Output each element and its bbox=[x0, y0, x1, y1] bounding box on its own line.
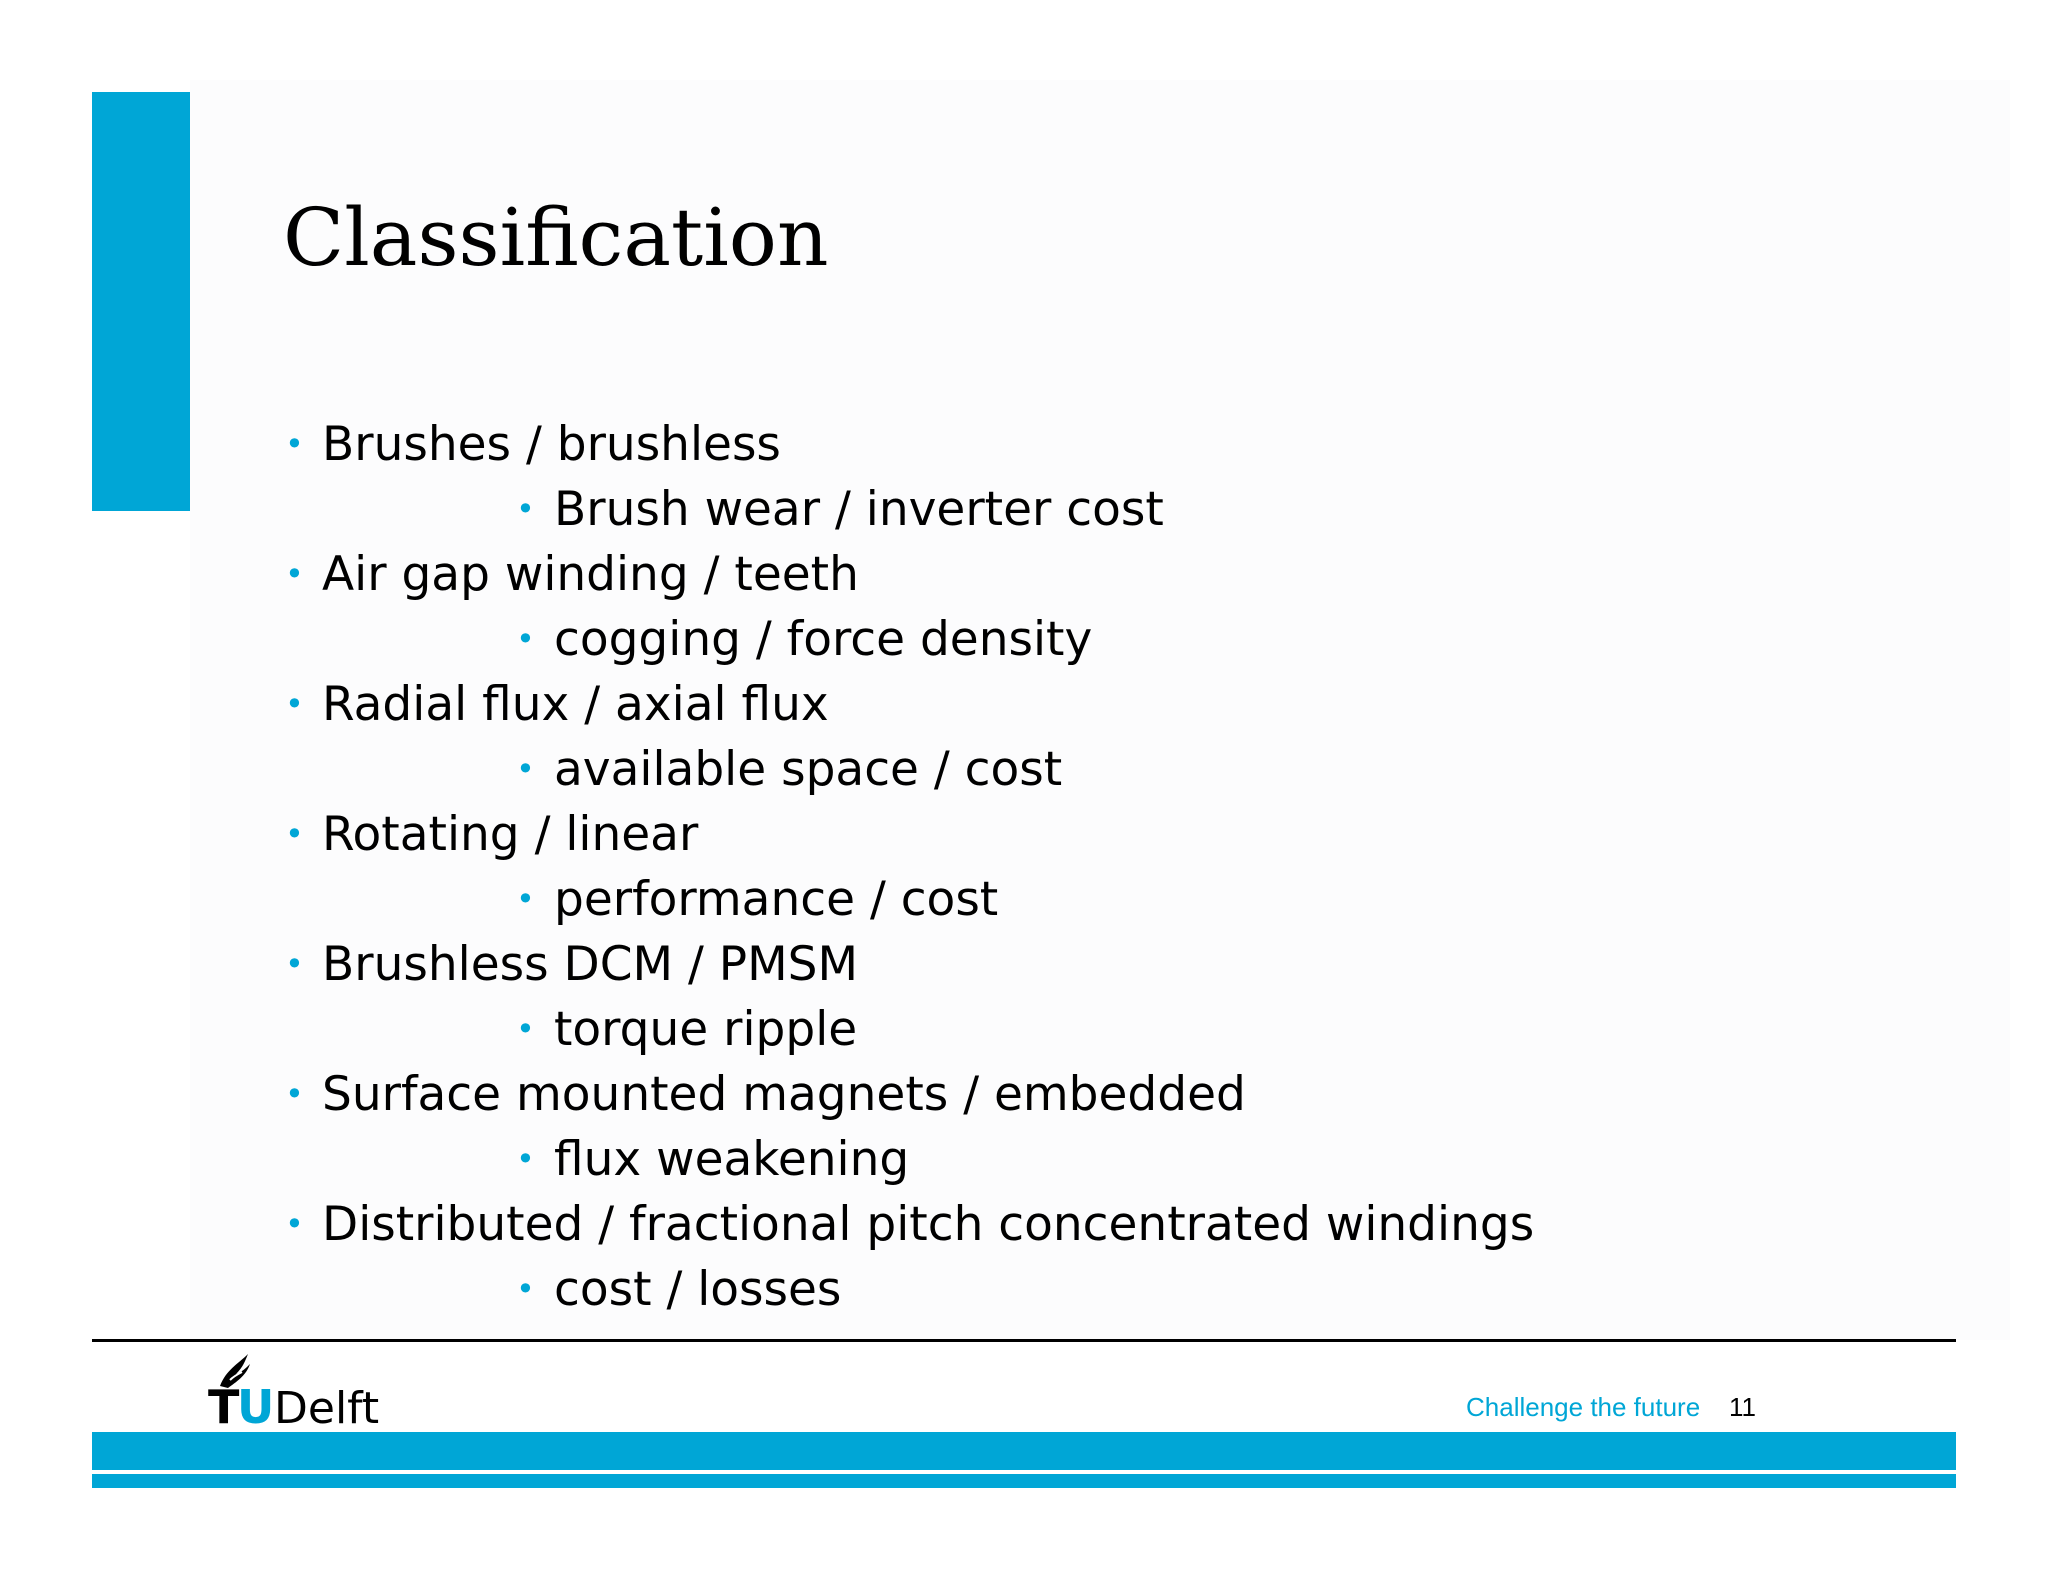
bullet-item bbox=[283, 412, 1534, 477]
bullet-dot-icon: • bbox=[285, 1075, 304, 1113]
bullet-text: Distributed / fractional pitch concentrated windings bbox=[322, 1197, 1535, 1252]
page-number: 11 bbox=[1729, 1392, 1756, 1422]
sub-bullet-item bbox=[283, 1257, 1534, 1322]
bullet-text: Radial flux / axial flux bbox=[322, 677, 829, 732]
bullet-item bbox=[283, 1192, 1534, 1257]
bullet-item bbox=[283, 932, 1534, 997]
footer-divider bbox=[92, 1339, 1956, 1342]
bullet-text: Rotating / linear bbox=[322, 807, 699, 862]
sub-bullet-text: torque ripple bbox=[554, 1002, 858, 1057]
sub-bullet-item bbox=[283, 607, 1534, 672]
bullet-dot-icon: • bbox=[516, 1140, 535, 1178]
bullet-dot-icon: • bbox=[285, 815, 304, 853]
bullet-item bbox=[283, 672, 1534, 737]
bullet-dot-icon: • bbox=[516, 880, 535, 918]
bullet-text: Surface mounted magnets / embedded bbox=[322, 1067, 1246, 1122]
bullet-dot-icon: • bbox=[285, 555, 304, 593]
accent-bar bbox=[92, 92, 190, 511]
sub-bullet-item bbox=[283, 997, 1534, 1062]
bullet-dot-icon: • bbox=[516, 1270, 535, 1308]
footer-tagline: Challenge the future bbox=[1466, 1392, 1701, 1422]
bullet-item bbox=[283, 1062, 1534, 1127]
sub-bullet-item bbox=[283, 867, 1534, 932]
bullet-dot-icon: • bbox=[285, 425, 304, 463]
sub-bullet-text: available space / cost bbox=[554, 742, 1063, 797]
bullet-item bbox=[283, 542, 1534, 607]
sub-bullet-text: flux weakening bbox=[554, 1132, 910, 1187]
logo-letter-u: U bbox=[237, 1380, 275, 1430]
footer-band-thin bbox=[92, 1474, 1956, 1488]
bullet-dot-icon: • bbox=[516, 1010, 535, 1048]
sub-bullet-item bbox=[283, 477, 1534, 542]
sub-bullet-item bbox=[283, 737, 1534, 802]
bullet-dot-icon: • bbox=[516, 750, 535, 788]
bullet-text: Brushless DCM / PMSM bbox=[322, 937, 859, 992]
sub-bullet-text: Brush wear / inverter cost bbox=[554, 482, 1164, 537]
sub-bullet-text: cost / losses bbox=[554, 1262, 842, 1317]
slide-title: Classification bbox=[283, 191, 829, 284]
bullet-text: Brushes / brushless bbox=[322, 417, 781, 472]
logo-text-delft: Delft bbox=[274, 1383, 380, 1430]
bullet-list bbox=[283, 412, 1534, 1322]
sub-bullet-item bbox=[283, 1127, 1534, 1192]
bullet-dot-icon: • bbox=[285, 685, 304, 723]
sub-bullet-text: cogging / force density bbox=[554, 612, 1093, 667]
bullet-dot-icon: • bbox=[516, 620, 535, 658]
bullet-text: Air gap winding / teeth bbox=[322, 547, 859, 602]
bullet-item bbox=[283, 802, 1534, 867]
bullet-dot-icon: • bbox=[516, 490, 535, 528]
bullet-dot-icon: • bbox=[285, 1205, 304, 1243]
bullet-dot-icon: • bbox=[285, 945, 304, 983]
logo-letter-t: T bbox=[208, 1380, 240, 1430]
sub-bullet-text: performance / cost bbox=[554, 872, 999, 927]
tudelft-logo bbox=[208, 1350, 408, 1430]
footer-band bbox=[92, 1432, 1956, 1470]
